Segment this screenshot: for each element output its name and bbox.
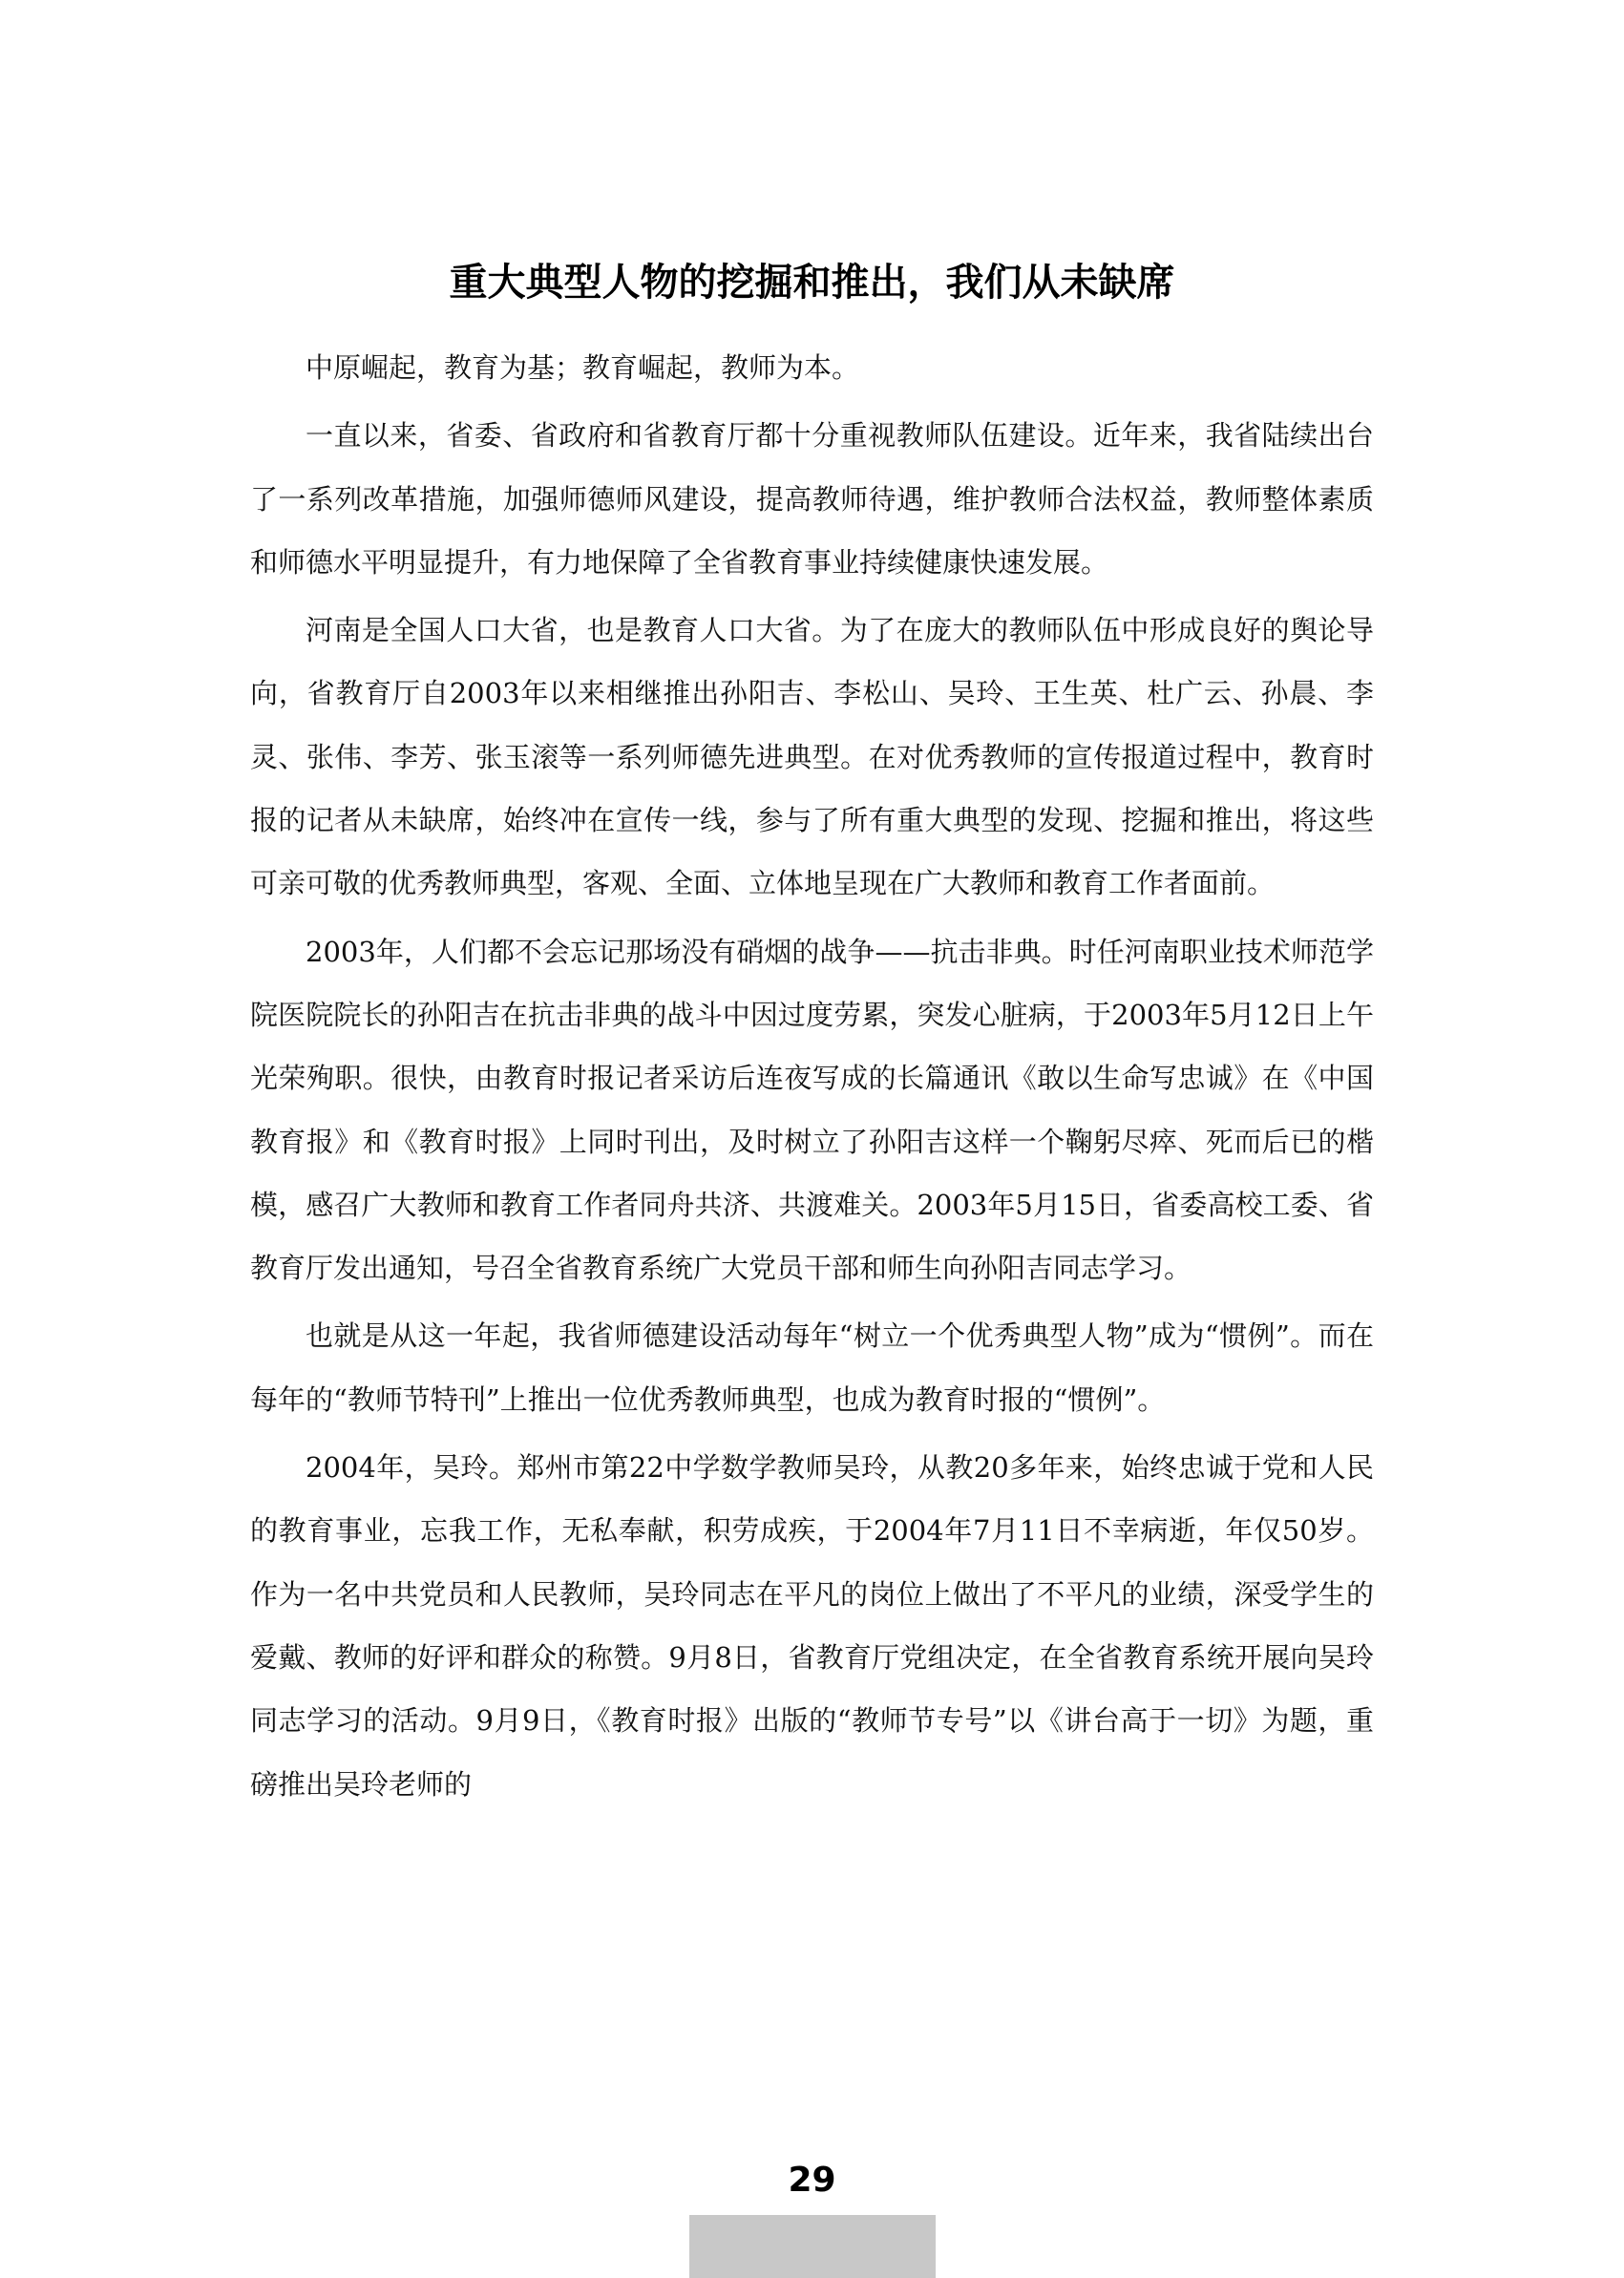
paragraph: 中原崛起，教育为基；教育崛起，教师为本。	[306, 351, 860, 384]
article-title: 重大典型人物的挖掘和推出，我们从未缺席	[449, 261, 1175, 305]
paragraph: 河南是全国人口大省，也是教育人口大省。为了在庞大的教师队伍中形成良好的舆论导向，省教育厅自2003年以来相继推出孙阳吉、李松山、吴玲、王生英、杜广云、孙晨、李灵、张伟、李芳、张玉滚等一系列师德先进典型。在对优秀教师的宣传报道过程中，教育时报的记者从未缺席，始终冲在宣传一线，参与了所有重大典型的发现、挖掘和推出，将这些可亲可敬的优秀教师典型，客观、全面、立体地呈现在广大教师和教育工作者面前。	[250, 614, 1374, 900]
paragraph: 2004年，吴玲。郑州市第22中学数学教师吴玲，从教20多年来，始终忠诚于党和人民的教育事业，忘我工作，无私奉献，积劳成疾，于2004年7月11日不幸病逝，年仅50岁。作为一名中共党员和人民教师，吴玲同志在平凡的岗位上做出了不平凡的业绩，深受学生的爱戴、教师的好评和群众的称赞。9月8日，省教育厅党组决定，在全省教育系统开展向吴玲同志学习的活动。9月9日，《教育时报》出版的“教师节专号”以《讲台高于一切》为题，重磅推出吴玲老师的	[250, 1451, 1374, 1801]
paragraph: 一直以来，省委、省政府和省教育厅都十分重视教师队伍建设。近年来，我省陆续出台了一系列改革措施，加强师德师风建设，提高教师待遇，维护教师合法权益，教师整体素质和师德水平明显提升，有力地保障了全省教育事业持续健康快速发展。	[250, 419, 1374, 579]
paragraph: 2003年，人们都不会忘记那场没有硝烟的战争——抗击非典。时任河南职业技术师范学院医院院长的孙阳吉在抗击非典的战斗中因过度劳累，突发心脏病，于2003年5月12日上午光荣殉职。很快，由教育时报记者采访后连夜写成的长篇通讯《敢以生命写忠诚》在《中国教育报》和《教育时报》上同时刊出，及时树立了孙阳吉这样一个鞠躬尽瘁、死而后已的楷模，感召广大教师和教育工作者同舟共济、共渡难关。2003年5月15日，省委高校工委、省教育厅发出通知，号召全省教育系统广大党员干部和师生向孙阳吉同志学习。	[250, 935, 1374, 1285]
paragraph: 也就是从这一年起，我省师德建设活动每年“树立一个优秀典型人物”成为“惯例”。而在每年的“教师节特刊”上推出一位优秀教师典型，也成为教育时报的“惯例”。	[250, 1319, 1374, 1416]
article-body	[250, 336, 1374, 1821]
footer-bar	[689, 2215, 936, 2278]
page-number: 29	[788, 2161, 836, 2200]
